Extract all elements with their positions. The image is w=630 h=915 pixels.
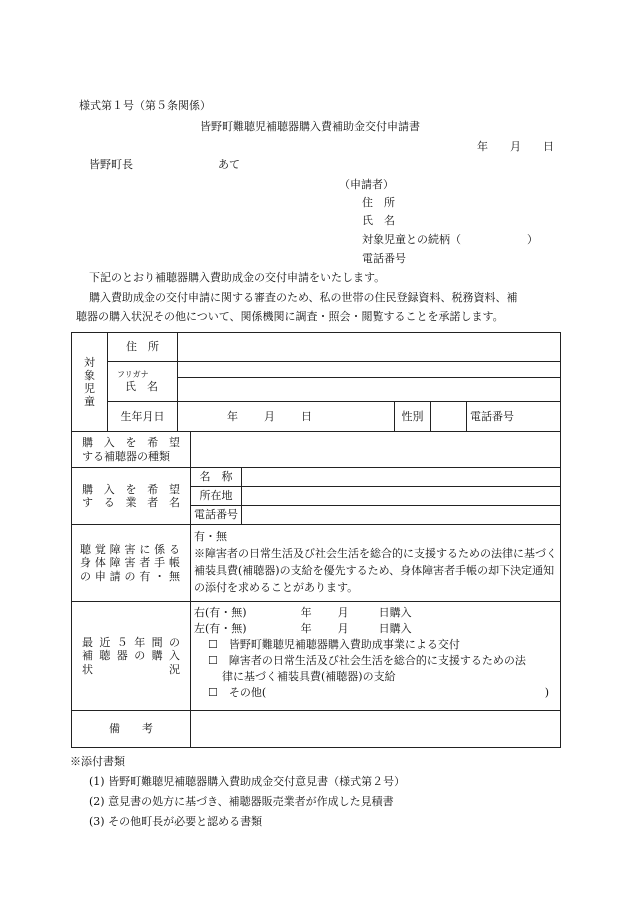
child-name-label-cell bbox=[108, 362, 178, 402]
furigana-field[interactable] bbox=[178, 362, 561, 378]
vendor-phone-label: 電話番号 bbox=[191, 506, 242, 525]
child-phone-label: 電話番号 bbox=[470, 409, 514, 423]
device-type-label: 購入を希望 する補聴器の種類 bbox=[72, 432, 191, 468]
child-name-label: 氏 名 bbox=[125, 379, 158, 393]
applicant-name-label: 氏 名 bbox=[362, 214, 395, 227]
addressee-suffix: あて bbox=[218, 158, 240, 171]
vendor-location-field[interactable] bbox=[242, 487, 561, 506]
vendor-name-field[interactable] bbox=[242, 468, 561, 487]
option-other-checkbox[interactable]: ☐ その他( ) bbox=[208, 685, 550, 699]
certificate-choice[interactable]: 有・無 bbox=[194, 530, 227, 543]
vendor-name-label: 名 称 bbox=[191, 468, 242, 487]
left-ear-row[interactable]: 左(有・無) 年 月 日購入 bbox=[194, 621, 412, 635]
purchase-history-field bbox=[191, 602, 561, 711]
option-support-law-cont: 律に基づく補装具費(補聴器)の支給 bbox=[222, 669, 396, 683]
purchase-history-label: 最近５年間の 補聴器の購入 状況 bbox=[72, 602, 191, 711]
device-type-field[interactable] bbox=[191, 432, 561, 468]
remarks-label: 備 考 bbox=[72, 711, 191, 748]
vendor-location-label: 所在地 bbox=[191, 487, 242, 506]
form-number: 様式第１号（第５条関係） bbox=[79, 99, 211, 112]
applicant-address-label: 住 所 bbox=[362, 196, 395, 209]
furigana-label: フリガナ bbox=[117, 370, 149, 380]
application-table bbox=[71, 332, 561, 748]
attachment-item-3: (3) その他町長が必要と認める書類 bbox=[89, 815, 263, 828]
gender-label: 性別 bbox=[395, 402, 431, 432]
certificate-note: ※障害者の日常生活及び社会生活を総合的に支援するための法律に基づく補装具費(補聴器)の支給を優先するため、身体障害者手帳の却下決定通知の添付を求めることがあります。 bbox=[194, 547, 557, 595]
certificate-field bbox=[191, 525, 561, 602]
child-group-label: 対象児童 bbox=[72, 333, 108, 432]
remarks-field[interactable] bbox=[191, 711, 561, 748]
certificate-label: 聴覚障害に係る 身体障害者手帳 の申請の有・無 bbox=[72, 525, 191, 602]
attachment-item-1: (1) 皆野町難聴児補聴器購入費助成金交付意見書（様式第２号） bbox=[89, 775, 406, 788]
date-month-label: 月 bbox=[510, 140, 521, 153]
date-year-label: 年 bbox=[477, 140, 488, 153]
option-subsidy-checkbox[interactable]: ☐ 皆野町難聴児補聴器購入費助成事業による交付 bbox=[208, 637, 460, 651]
applicant-phone-label: 電話番号 bbox=[362, 252, 406, 265]
attachments-heading: ※添付書類 bbox=[70, 755, 125, 768]
child-phone-cell bbox=[467, 402, 561, 432]
intro-line-1: 下記のとおり補聴器購入費助成金の交付申請をいたします。 bbox=[89, 271, 386, 284]
page-title: 皆野町難聴児補聴器購入費補助金交付申請書 bbox=[200, 120, 420, 133]
attachment-item-2: (2) 意見書の処方に基づき、補聴器販売業者が作成した見積書 bbox=[89, 795, 394, 808]
intro-line-3: 聴器の購入状況その他について、関係機関に調査・照会・閲覧することを承諾します。 bbox=[76, 310, 504, 323]
applicant-heading: （申請者） bbox=[339, 178, 394, 191]
birthdate-field[interactable]: 年 月 日 bbox=[178, 402, 395, 432]
option-support-law-checkbox[interactable]: ☐ 障害者の日常生活及び社会生活を総合的に支援するための法 bbox=[208, 653, 526, 667]
birthdate-label: 生年月日 bbox=[108, 402, 178, 432]
addressee: 皆野町長 bbox=[89, 158, 133, 171]
child-address-label: 住 所 bbox=[108, 333, 178, 362]
intro-line-2: 購入費助成金の交付申請に関する審査のため、私の世帯の住民登録資料、税務資料、補 bbox=[89, 291, 518, 304]
child-address-field[interactable] bbox=[178, 333, 561, 362]
vendor-phone-field[interactable] bbox=[242, 506, 561, 525]
gender-field[interactable] bbox=[431, 402, 467, 432]
date-day-label: 日 bbox=[543, 140, 554, 153]
applicant-relation-label: 対象児童との続柄（ ） bbox=[362, 233, 538, 246]
vendor-label: 購入を希望 する業者名 bbox=[72, 468, 191, 525]
child-name-field[interactable] bbox=[178, 378, 561, 402]
right-ear-row[interactable]: 右(有・無) 年 月 日購入 bbox=[194, 606, 412, 619]
